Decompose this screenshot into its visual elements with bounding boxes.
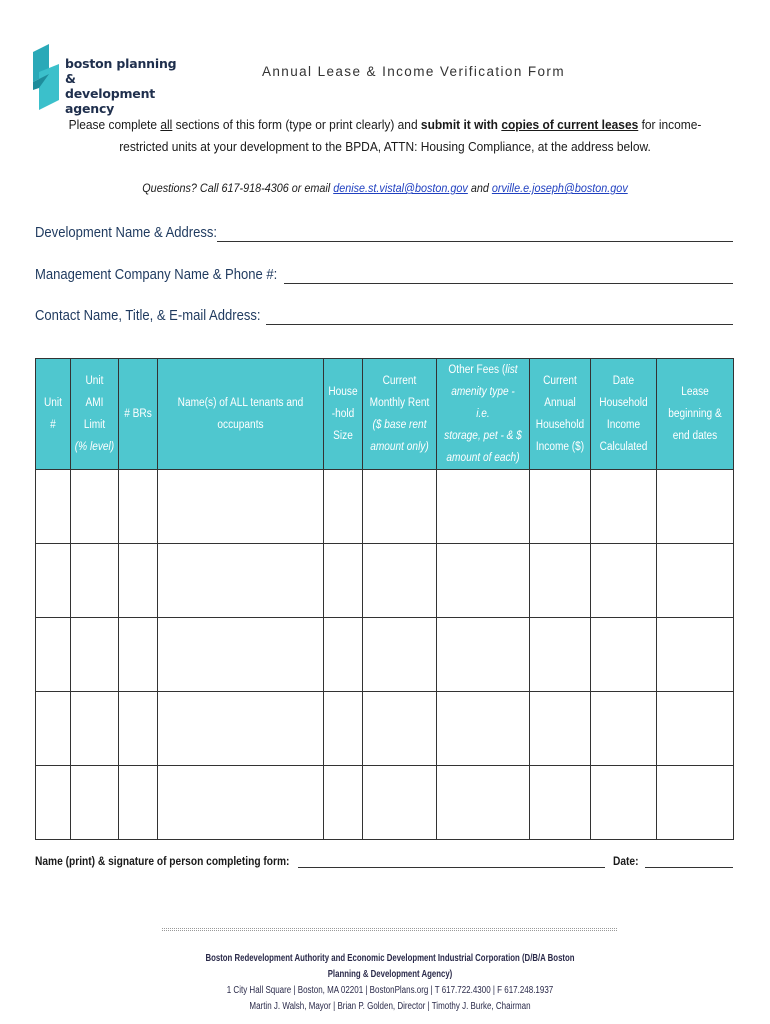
footer-line-2: 1 City Hall Square | Boston, MA 02201 | BostonPlans.org | T 617.722.4300 | F 617.248.1937 xyxy=(226,985,554,996)
instructions-all: all xyxy=(160,117,173,132)
table-cell[interactable] xyxy=(119,692,158,766)
development-line[interactable] xyxy=(217,220,733,242)
table-cell[interactable] xyxy=(36,692,71,766)
table-cell[interactable] xyxy=(36,766,71,840)
table-row xyxy=(36,618,734,692)
table-header-row xyxy=(36,359,734,470)
table-cell[interactable] xyxy=(71,544,119,618)
table-cell[interactable] xyxy=(324,618,363,692)
table-cell[interactable] xyxy=(363,766,437,840)
table-cell[interactable] xyxy=(158,618,324,692)
table-cell[interactable] xyxy=(71,618,119,692)
table-cell[interactable] xyxy=(36,544,71,618)
table-cell[interactable] xyxy=(363,692,437,766)
col-ami: Unit AMI Limit (% level) xyxy=(71,359,119,470)
table-cell[interactable] xyxy=(119,618,158,692)
form-title: Annual Lease & Income Verification Form xyxy=(262,64,565,79)
lease-income-table xyxy=(35,358,734,840)
footer-line-1: Boston Redevelopment Authority and Economic Development Industrial Corporation (D/B/A Boston Planning & Development Agency) xyxy=(205,953,575,980)
col-date-calculated: Date Household Income Calculated xyxy=(591,359,657,470)
table-cell[interactable] xyxy=(437,470,530,544)
contact-line[interactable] xyxy=(266,303,733,325)
table-cell[interactable] xyxy=(530,618,591,692)
table-cell[interactable] xyxy=(158,544,324,618)
instructions xyxy=(68,114,703,158)
management-label: Management Company Name & Phone #: xyxy=(35,267,278,283)
table-cell[interactable] xyxy=(591,470,657,544)
questions-and: and xyxy=(467,181,492,195)
col-other-fees: Other Fees (list amenity type - i.e. storage, pet - & $ amount of each) xyxy=(437,359,530,470)
table-cell[interactable] xyxy=(657,470,734,544)
footer-line-3: Martin J. Walsh, Mayor | Brian P. Golden, Director | Timothy J. Burke, Chairman xyxy=(249,1001,531,1012)
table-cell[interactable] xyxy=(119,470,158,544)
col-unit: Unit # xyxy=(36,359,71,470)
table-cell[interactable] xyxy=(591,618,657,692)
table-cell[interactable] xyxy=(437,544,530,618)
table-cell[interactable] xyxy=(657,544,734,618)
table-row xyxy=(36,766,734,840)
development-field[interactable] xyxy=(35,220,733,242)
table-cell[interactable] xyxy=(591,766,657,840)
table-cell[interactable] xyxy=(530,470,591,544)
table-cell[interactable] xyxy=(158,470,324,544)
management-field[interactable] xyxy=(35,262,733,284)
email-link-2[interactable]: orville.e.joseph@boston.gov xyxy=(491,181,628,195)
bpda-logo xyxy=(31,44,191,116)
footer xyxy=(150,951,630,1015)
table-cell[interactable] xyxy=(71,766,119,840)
questions-prefix: Questions? Call 617-918-4306 or email xyxy=(142,181,334,195)
instructions-text: Please complete xyxy=(68,117,161,132)
contact-label: Contact Name, Title, & E-mail Address: xyxy=(35,308,261,324)
date-line[interactable] xyxy=(645,848,733,868)
table-cell[interactable] xyxy=(437,618,530,692)
table-cell[interactable] xyxy=(36,618,71,692)
table-cell[interactable] xyxy=(36,470,71,544)
table-cell[interactable] xyxy=(119,544,158,618)
table-cell[interactable] xyxy=(324,544,363,618)
col-names: Name(s) of ALL tenants and occupants xyxy=(158,359,324,470)
management-line[interactable] xyxy=(284,262,733,284)
table-cell[interactable] xyxy=(71,692,119,766)
table-cell[interactable] xyxy=(657,618,734,692)
table-cell[interactable] xyxy=(591,544,657,618)
logo-line-1: boston planning & xyxy=(65,56,177,86)
footer-divider xyxy=(162,928,617,931)
table-cell[interactable] xyxy=(158,692,324,766)
table-cell[interactable] xyxy=(530,766,591,840)
table-cell[interactable] xyxy=(324,766,363,840)
col-household-size: House -hold Size xyxy=(324,359,363,470)
table-row xyxy=(36,692,734,766)
table-cell[interactable] xyxy=(437,766,530,840)
logo-line-2: development agency xyxy=(65,86,156,116)
contact-field[interactable] xyxy=(35,303,733,325)
table-row xyxy=(36,470,734,544)
table-cell[interactable] xyxy=(363,544,437,618)
table-cell[interactable] xyxy=(324,692,363,766)
col-lease-dates: Lease beginning & end dates xyxy=(657,359,734,470)
table-cell[interactable] xyxy=(324,470,363,544)
date-label: Date: xyxy=(612,854,639,868)
table-cell[interactable] xyxy=(530,692,591,766)
table-cell[interactable] xyxy=(363,618,437,692)
email-link-1[interactable]: denise.st.vistal@boston.gov xyxy=(333,181,468,195)
bpda-logo-icon xyxy=(31,44,61,110)
signature-label: Name (print) & signature of person completing form: xyxy=(35,854,290,868)
instructions-text: for income-restricted units at your development to the BPDA, ATTN: Housing Compliance, at the address below. xyxy=(119,117,702,154)
col-monthly-rent: Current Monthly Rent ($ base rent amount only) xyxy=(363,359,437,470)
signature-row xyxy=(35,848,733,868)
table-cell[interactable] xyxy=(657,766,734,840)
table-cell[interactable] xyxy=(71,470,119,544)
table-cell[interactable] xyxy=(591,692,657,766)
development-label: Development Name & Address: xyxy=(35,225,218,241)
instructions-text: sections of this form (type or print clearly) and xyxy=(172,117,421,132)
table-row xyxy=(36,544,734,618)
table-cell[interactable] xyxy=(363,470,437,544)
table-cell[interactable] xyxy=(530,544,591,618)
col-brs: # BRs xyxy=(119,359,158,470)
questions-line xyxy=(75,181,696,195)
instructions-copies: copies of current leases xyxy=(501,117,639,132)
table-cell[interactable] xyxy=(119,766,158,840)
table-cell[interactable] xyxy=(158,766,324,840)
table-cell[interactable] xyxy=(437,692,530,766)
signature-line[interactable] xyxy=(298,848,605,868)
col-annual-income: Current Annual Household Income ($) xyxy=(530,359,591,470)
instructions-submit: submit it with xyxy=(420,117,502,132)
table-cell[interactable] xyxy=(657,692,734,766)
